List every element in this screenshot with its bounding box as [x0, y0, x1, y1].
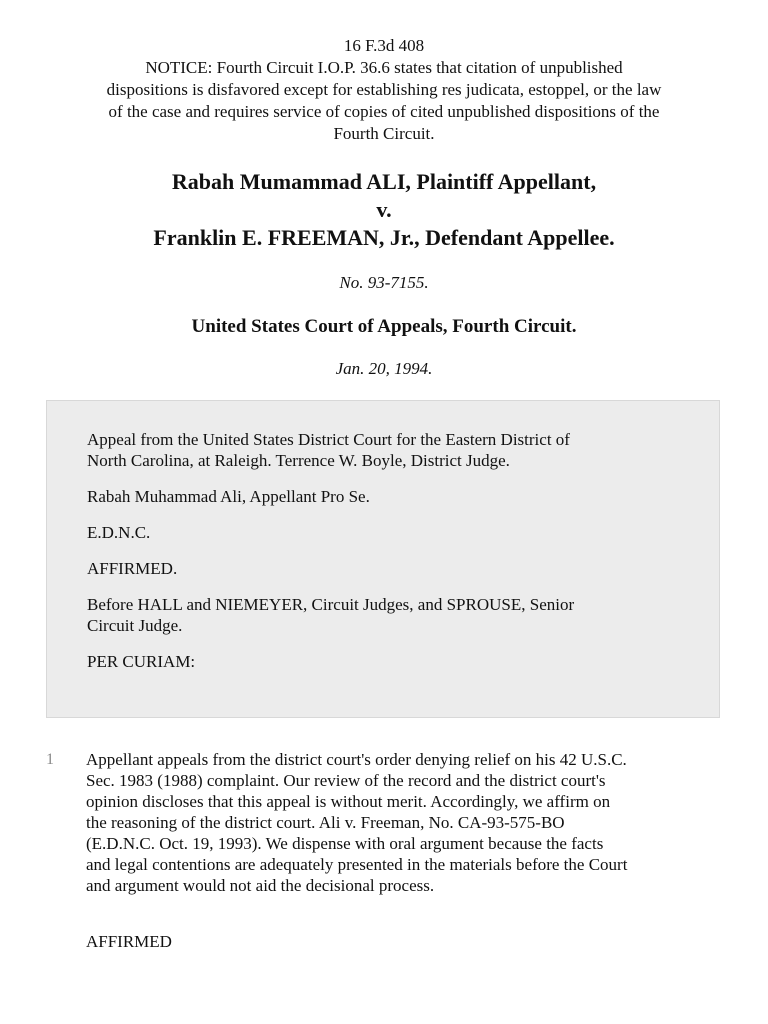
appeal-origin-line: North Carolina, at Raleigh. Terrence W. Boyle, District Judge.	[87, 451, 510, 470]
document-header	[40, 35, 728, 145]
appeal-origin	[87, 429, 687, 471]
appeal-origin-line: Appeal from the United States District Court for the Eastern District of	[87, 430, 570, 449]
closing-disposition: AFFIRMED	[86, 932, 172, 951]
opinion-line: Sec. 1983 (1988) complaint. Our review of the record and the district court's	[86, 771, 606, 790]
opinion-line: (E.D.N.C. Oct. 19, 1993). We dispense with oral argument because the facts	[86, 834, 604, 853]
opinion-line: the reasoning of the district court. Ali v. Freeman, No. CA-93-575-BO	[86, 813, 565, 832]
panel-line: Circuit Judge.	[87, 616, 183, 635]
panel-line: Before HALL and NIEMEYER, Circuit Judges, and SPROUSE, Senior	[87, 595, 575, 614]
district-abbrev: E.D.N.C.	[87, 523, 151, 542]
plaintiff-name: Rabah Mumammad ALI, Plaintiff Appellant,	[171, 169, 597, 194]
opinion-line: and argument would not aid the decisional process.	[86, 876, 435, 895]
opinion-line: Appellant appeals from the district court's order denying relief on his 42 U.S.C.	[86, 750, 627, 769]
case-summary-box	[46, 400, 720, 718]
paragraph-number: 1	[46, 751, 54, 768]
case-summary-content	[87, 429, 687, 687]
versus-label: v.	[376, 197, 392, 222]
opinion-paragraph	[86, 749, 726, 896]
decision-date: Jan. 20, 1994.	[335, 359, 433, 378]
notice-line: Fourth Circuit.	[333, 124, 435, 143]
court-name: United States Court of Appeals, Fourth Circuit.	[191, 316, 577, 337]
counsel-line: Rabah Muhammad Ali, Appellant Pro Se.	[87, 487, 370, 506]
notice-line: NOTICE: Fourth Circuit I.O.P. 36.6 states that citation of unpublished	[145, 58, 623, 77]
notice-line: of the case and requires service of copies of cited unpublished dispositions of the	[108, 102, 660, 121]
case-caption	[40, 168, 728, 252]
docket-number: No. 93-7155.	[339, 273, 429, 292]
reporter-citation: 16 F.3d 408	[343, 36, 425, 55]
notice-line: dispositions is disfavored except for establishing res judicata, estoppel, or the law	[106, 80, 662, 99]
opinion-line: and legal contentions are adequately presented in the materials before the Court	[86, 855, 628, 874]
opinion-line: opinion discloses that this appeal is without merit. Accordingly, we affirm on	[86, 792, 611, 811]
defendant-name: Franklin E. FREEMAN, Jr., Defendant Appellee.	[153, 225, 615, 250]
per-curiam-label: PER CURIAM:	[87, 652, 196, 671]
panel-judges	[87, 594, 687, 636]
disposition-label: AFFIRMED.	[87, 559, 178, 578]
